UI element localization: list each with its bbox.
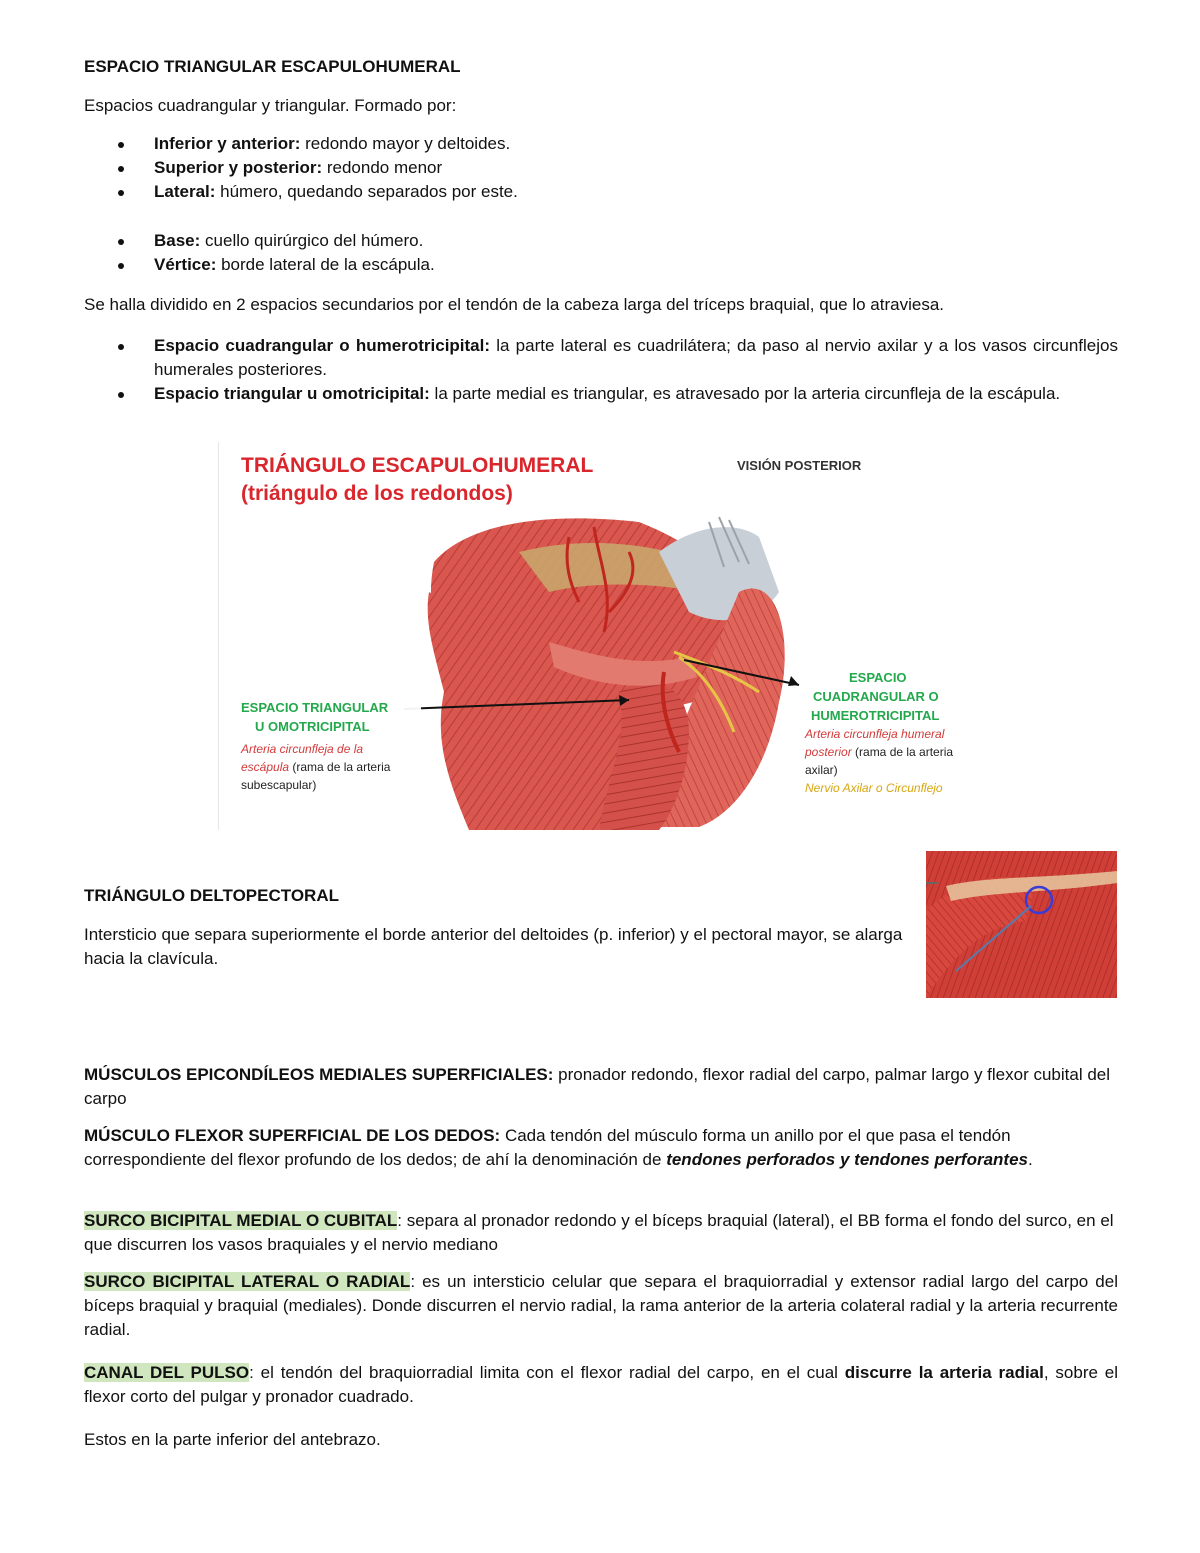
left-label-2: U OMOTRICIPITAL xyxy=(255,719,370,734)
right-label-3: HUMEROTRICIPITAL xyxy=(811,708,940,723)
list-item: Base: cuello quirúrgico del húmero. xyxy=(84,229,1118,253)
intro-text: Espacios cuadrangular y triangular. Formado por: xyxy=(84,96,457,115)
figure-deltopectoral xyxy=(926,851,1117,998)
right-label-1: ESPACIO xyxy=(849,670,907,685)
section-title-escapulohumeral: ESPACIO TRIANGULAR ESCAPULOHUMERAL xyxy=(84,57,461,76)
flexor-paragraph xyxy=(84,1124,1118,1172)
figure-title-line1: TRIÁNGULO ESCAPULOHUMERAL xyxy=(241,454,594,477)
right-label-2: CUADRANGULAR O xyxy=(813,689,939,704)
left-red-2: escápula xyxy=(241,760,290,774)
surco-medial-text: : separa al pronador redondo y el bíceps braquial (lateral), el BB forma el fondo del surco, en el que discurren los vasos braquiales y el nervio mediano xyxy=(84,1211,1114,1254)
canal-pulso-bold: discurre la arteria radial xyxy=(844,1363,1044,1382)
surco-medial-paragraph xyxy=(84,1209,1118,1257)
bullet-icon xyxy=(118,190,124,196)
canal-pulso-paragraph xyxy=(84,1361,1118,1409)
bullet-icon xyxy=(118,239,124,245)
epicondyle-text: pronador redondo, flexor radial del carpo, palmar largo y flexor cubital del carpo xyxy=(84,1065,1111,1108)
surco-lateral-heading: SURCO BICIPITAL LATERAL O RADIAL xyxy=(84,1272,411,1291)
bullet-icon xyxy=(118,392,124,398)
bullet-list-boundaries xyxy=(84,132,1118,204)
left-black-3: subescapular) xyxy=(241,778,317,792)
deltopectoral-text: Intersticio que separa superiormente el borde anterior del deltoides (p. inferior) y el pectoral mayor, se alarga hacia la clavícula. xyxy=(84,925,903,968)
right-callout xyxy=(805,668,995,797)
left-callout xyxy=(241,698,421,794)
surco-lateral-text: : es un intersticio celular que separa el braquiorradial y extensor radial largo del carpo del bíceps braquial y braquial (mediales). Donde discurren el nervio radial, la rama anterior de la arteria colateral radial y la arteria recurrente radial. xyxy=(84,1272,1118,1339)
flexor-text: Cada tendón del músculo forma un anillo por el que pasa el tendón correspondiente del flexor profundo de los dedos; de ahí la denominación de xyxy=(84,1126,1011,1169)
right-red-1: Arteria circunfleja humeral xyxy=(805,727,945,741)
flexor-heading: MÚSCULO FLEXOR SUPERFICIAL DE LOS DEDOS: xyxy=(84,1126,501,1145)
canal-pulso-heading: CANAL DEL PULSO xyxy=(84,1363,250,1382)
canal-pulso-end: , sobre el flexor corto del pulgar y pronador cuadrado. xyxy=(84,1363,1118,1406)
divided-text: Se halla dividido en 2 espacios secundarios por el tendón de la cabeza larga del tríceps braquial, que lo atraviesa. xyxy=(84,295,944,314)
list-item: Espacio triangular u omotricipital: la parte medial es triangular, es atravesado por la arteria circunfleja de la escápula. xyxy=(84,382,1118,406)
list-item: Vértice: borde lateral de la escápula. xyxy=(84,253,1118,277)
flexor-end: . xyxy=(1027,1150,1033,1169)
list-item: Lateral: húmero, quedando separados por este. xyxy=(84,180,1118,204)
bullet-icon xyxy=(118,166,124,172)
left-red-1: Arteria circunfleja de la xyxy=(241,742,364,756)
epicondyle-heading: MÚSCULOS EPICONDÍLEOS MEDIALES SUPERFICIALES: xyxy=(84,1065,554,1084)
figure-view-label: VISIÓN POSTERIOR xyxy=(737,458,862,473)
final-text: Estos en la parte inferior del antebrazo. xyxy=(84,1430,381,1449)
surco-lateral-paragraph xyxy=(84,1270,1118,1342)
surco-medial-heading: SURCO BICIPITAL MEDIAL O CUBITAL xyxy=(84,1211,398,1230)
canal-pulso-text: : el tendón del braquiorradial limita con el flexor radial del carpo, en el cual xyxy=(249,1363,845,1382)
figure-title-line2: (triángulo de los redondos) xyxy=(241,482,513,505)
flexor-emphasis: tendones perforados y tendones perforantes xyxy=(666,1150,1028,1169)
bullet-list-spaces xyxy=(84,334,1118,406)
bullet-icon xyxy=(118,142,124,148)
list-item: Superior y posterior: redondo menor xyxy=(84,156,1118,180)
list-item: Inferior y anterior: redondo mayor y deltoides. xyxy=(84,132,1118,156)
list-item: Espacio cuadrangular o humerotricipital: la parte lateral es cuadrilátera; da paso al nervio axilar y a los vasos circunflejos humerales posteriores. xyxy=(84,334,1118,382)
epicondyle-paragraph xyxy=(84,1063,1118,1111)
figure-escapulohumeral xyxy=(218,442,999,830)
left-label-1: ESPACIO TRIANGULAR xyxy=(241,700,389,715)
bullet-icon xyxy=(118,263,124,269)
section-title-deltopectoral: TRIÁNGULO DELTOPECTORAL xyxy=(84,886,339,905)
left-black-2: (rama de la arteria xyxy=(289,760,391,774)
bullet-icon xyxy=(118,344,124,350)
right-yellow: Nervio Axilar o Circunflejo xyxy=(805,781,943,795)
bullet-list-base-vertex xyxy=(84,229,1118,277)
right-black-3: axilar) xyxy=(805,763,838,777)
right-red-2: posterior xyxy=(805,745,852,759)
deltopectoral-illustration xyxy=(926,851,1117,998)
right-black-2: (rama de la arteria xyxy=(851,745,954,759)
